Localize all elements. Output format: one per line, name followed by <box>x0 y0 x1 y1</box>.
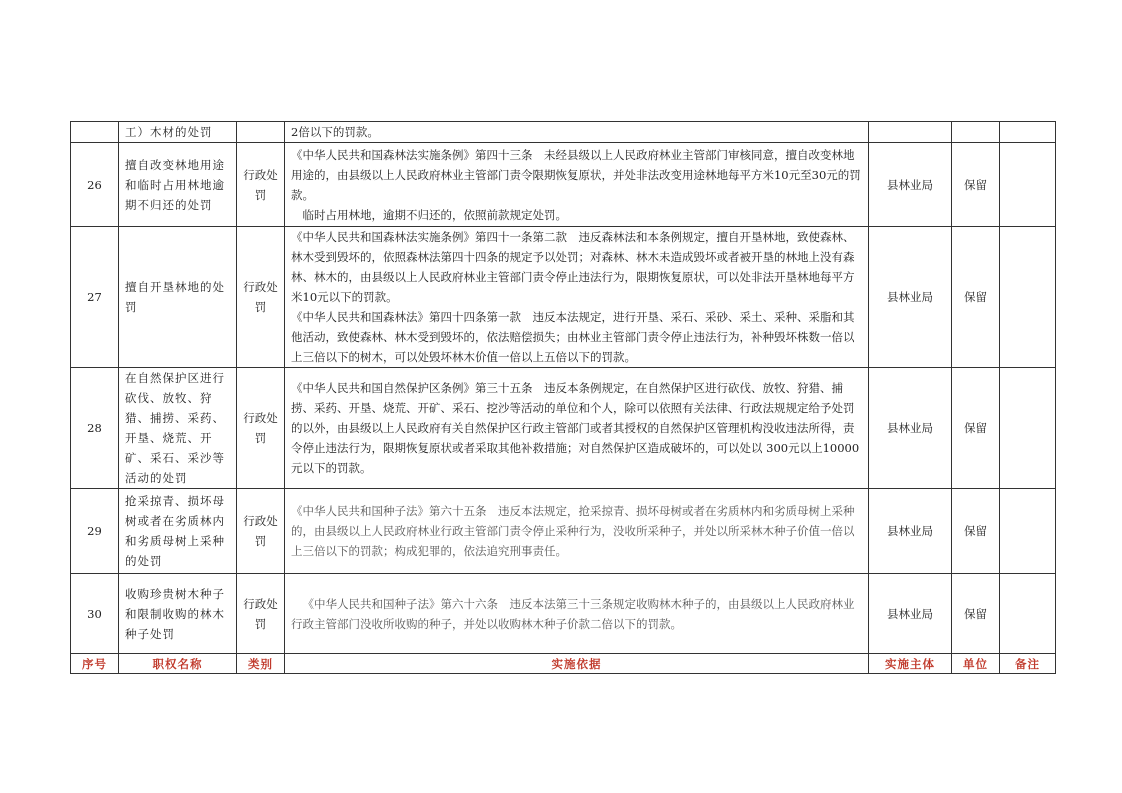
cell-category: 行政处罚 <box>237 574 285 654</box>
cell-name: 工）木材的处罚 <box>119 122 237 143</box>
cell-unit: 保留 <box>952 489 1000 574</box>
table-row <box>71 143 1056 227</box>
continuation-row <box>71 122 1056 143</box>
cell-name: 擅自开垦林地的处罚 <box>119 227 237 368</box>
cell-basis <box>285 574 869 654</box>
cell-name: 擅自改变林地用途和临时占用林地逾期不归还的处罚 <box>119 143 237 227</box>
cell-category: 行政处罚 <box>237 227 285 368</box>
cell-unit: 保留 <box>952 143 1000 227</box>
table-header-row <box>71 654 1056 674</box>
cell-category <box>237 122 285 143</box>
power-list-table <box>70 121 1056 674</box>
header-basis: 实施依据 <box>285 654 869 674</box>
header-no: 序号 <box>71 654 119 674</box>
basis-paragraph: 《中华人民共和国自然保护区条例》第三十五条 违反本条例规定，在自然保护区进行砍伐、放牧、狩猎、捕捞、采药、开垦、烧荒、开矿、采石、挖沙等活动的单位和个人，除可以依照有关法律、行政法规规定给予处罚的以外，由县级以上人民政府有关自然保护区行政主管部门或者其授权的自然保护区管理机构没收违法所得，责令停止违法行为，限期恢复原状或者采取其他补救措施；对自然保护区造成破坏的，可以处以 300元以上10000元以下的罚款。 <box>291 381 860 475</box>
cell-unit <box>952 122 1000 143</box>
cell-unit: 保留 <box>952 574 1000 654</box>
basis-paragraph: 《中华人民共和国种子法》第六十五条 违反本法规定，抢采掠青、损坏母树或者在劣质林内和劣质母树上采种的，由县级以上人民政府林业行政主管部门责令停止采种行为，没收所采种子，并处以所采林木种子价值一倍以上三倍以下的罚款；构成犯罪的，依法追究刑事责任。 <box>291 504 855 558</box>
cell-unit: 保留 <box>952 227 1000 368</box>
cell-name: 收购珍贵树木种子和限制收购的林木种子处罚 <box>119 574 237 654</box>
header-unit: 单位 <box>952 654 1000 674</box>
cell-body <box>869 122 952 143</box>
cell-no: 29 <box>71 489 119 574</box>
basis-paragraph: 《中华人民共和国森林法实施条例》第四十一条第二款 违反森林法和本条例规定，擅自开垦林地，致使森林、林木受到毁坏的，依照森林法第四十四条的规定予以处罚；对森林、林木未造成毁坏或者被开垦的林地上没有森林、林木的，由县级以上人民政府林业主管部门责令停止违法行为，限期恢复原状，可以处非法开垦林地每平方米10元以下的罚款。 <box>291 230 855 304</box>
cell-name: 在自然保护区进行砍伐、放牧、狩猎、捕捞、采药、开垦、烧荒、开矿、采石、采沙等活动的处罚 <box>119 368 237 489</box>
cell-remark <box>1000 574 1056 654</box>
cell-unit: 保留 <box>952 368 1000 489</box>
cell-no <box>71 122 119 143</box>
cell-basis <box>285 489 869 574</box>
cell-body: 县林业局 <box>869 227 952 368</box>
cell-body: 县林业局 <box>869 574 952 654</box>
basis-paragraph: 《中华人民共和国种子法》第六十六条 违反本法第三十三条规定收购林木种子的，由县级以上人民政府林业行政主管部门没收所收购的种子，并处以收购林木种子价款二倍以下的罚款。 <box>291 596 855 631</box>
cell-remark <box>1000 143 1056 227</box>
cell-category: 行政处罚 <box>237 143 285 227</box>
cell-no: 30 <box>71 574 119 654</box>
cell-basis <box>285 143 869 227</box>
cell-name: 抢采掠青、损坏母树或者在劣质林内和劣质母树上采种的处罚 <box>119 489 237 574</box>
cell-category: 行政处罚 <box>237 368 285 489</box>
basis-paragraph: 临时占用林地，逾期不归还的，依照前款规定处罚。 <box>302 207 567 222</box>
cell-body: 县林业局 <box>869 489 952 574</box>
header-body: 实施主体 <box>869 654 952 674</box>
cell-no: 26 <box>71 143 119 227</box>
cell-no: 27 <box>71 227 119 368</box>
cell-basis <box>285 227 869 368</box>
cell-remark <box>1000 489 1056 574</box>
basis-paragraph: 《中华人民共和国森林法》第四十四条第一款 违反本法规定，进行开垦、采石、采砂、采土、采种、采脂和其他活动，致使森林、林木受到毁坏的，依法赔偿损失；由林业主管部门责令停止违法行为，补种毁坏株数一倍以上三倍以下的树木，可以处毁坏林木价值一倍以上五倍以下的罚款。 <box>291 310 855 364</box>
header-remark: 备注 <box>1000 654 1056 674</box>
cell-remark <box>1000 122 1056 143</box>
table-row <box>71 574 1056 654</box>
header-category: 类别 <box>237 654 285 674</box>
basis-paragraph: 《中华人民共和国森林法实施条例》第四十三条 未经县级以上人民政府林业主管部门审核同意，擅自改变林地用途的，由县级以上人民政府林业主管部门责令限期恢复原状，并处非法改变用途林地每平方米10元至30元的罚款。 <box>291 147 861 202</box>
cell-body: 县林业局 <box>869 143 952 227</box>
table-row <box>71 368 1056 489</box>
table-row <box>71 227 1056 368</box>
cell-basis <box>285 368 869 489</box>
cell-remark <box>1000 368 1056 489</box>
header-name: 职权名称 <box>119 654 237 674</box>
cell-body: 县林业局 <box>869 368 952 489</box>
cell-remark <box>1000 227 1056 368</box>
cell-category: 行政处罚 <box>237 489 285 574</box>
table-row <box>71 489 1056 574</box>
cell-no: 28 <box>71 368 119 489</box>
cell-basis: 2倍以下的罚款。 <box>285 122 869 143</box>
